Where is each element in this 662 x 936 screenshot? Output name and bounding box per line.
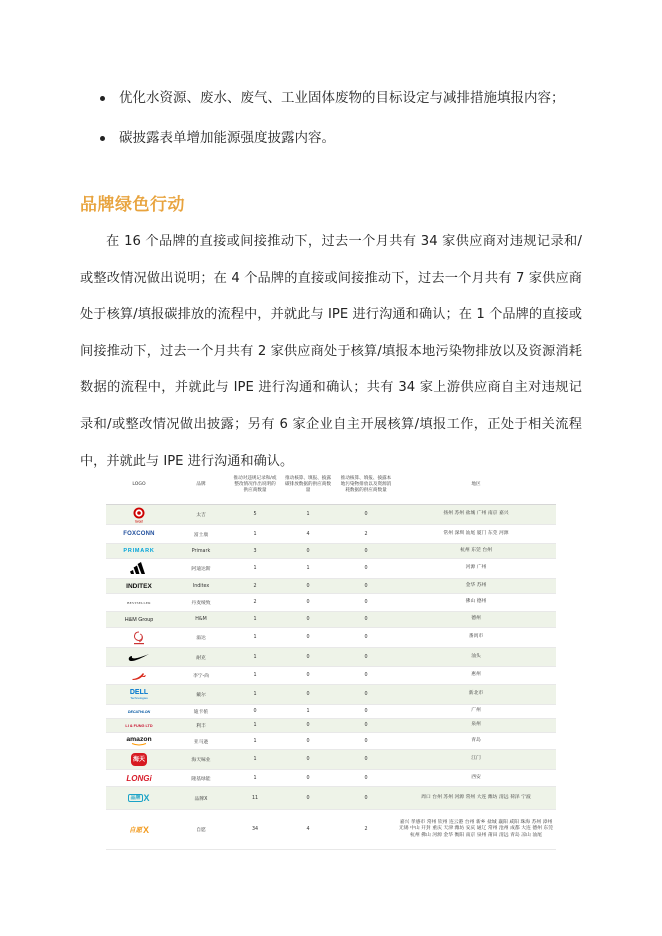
pollutant-count-cell: 0 [336,667,396,685]
table-row [106,810,556,850]
region-cell: 周口 台州 苏州 河源 常州 大连 潍坊 清远 荷泽 宁波 [396,787,556,810]
table-row [106,594,556,612]
table-row [106,628,556,648]
carbon-count-cell: 0 [280,667,336,685]
violation-count-cell: 1 [230,612,280,628]
region-cell: 扬州 苏州 盐城 广州 南京 嘉兴 [396,505,556,525]
table-row [106,719,556,733]
carbon-count-cell: 0 [280,648,336,667]
foxconn-wordmark: FOXCONN [123,531,155,537]
target-logo [108,507,170,523]
bullet-dot-icon [100,136,105,141]
haitian-badge: 海天 [131,753,147,766]
brand-cell: 李宁-尚 [172,667,230,685]
lining-logo [108,671,170,681]
pollutant-count-cell: 0 [336,750,396,770]
table-row [106,733,556,750]
table-row [106,750,556,770]
violation-count-cell: 1 [230,750,280,770]
carbon-count-cell: 0 [280,770,336,787]
brand-cell: 海天味业 [172,750,230,770]
logo-cell [106,559,172,579]
logo-cell [106,705,172,719]
brandx-logo [108,793,170,803]
logo-cell [106,719,172,733]
table-row [106,648,556,667]
brand-cell: Primark [172,544,230,559]
violation-count-cell: 1 [230,719,280,733]
region-cell: 番禺市 [396,628,556,648]
longi-logo [108,774,170,783]
logo-cell [106,810,172,850]
region-cell: 汕头 [396,648,556,667]
pollutant-count-cell: 2 [336,810,396,850]
logo-cell [106,667,172,685]
brand-cell: 溢达 [172,628,230,648]
esquel-swirl-icon [131,630,147,646]
brand-table [106,466,556,850]
pollutant-count-cell: 0 [336,685,396,705]
violation-count-cell: 1 [230,685,280,705]
region-cell: 惠州 [396,667,556,685]
brand-cell: 阿迪达斯 [172,559,230,579]
header-pollutant-count: 推动核算、填报、披露本地污染物排放以及资源消耗数据的供应商数量 [336,466,396,505]
carbon-count-cell: 1 [280,505,336,525]
region-cell: 青岛 [396,733,556,750]
violation-count-cell: 1 [230,770,280,787]
violation-count-cell: 2 [230,594,280,612]
carbon-count-cell: 0 [280,733,336,750]
pollutant-count-cell: 0 [336,648,396,667]
logo-cell [106,579,172,594]
logo-cell [106,612,172,628]
selfx-cn-mark: 自愿 [128,826,142,834]
brand-cell: 自愿 [172,810,230,850]
region-cell: 西安 [396,770,556,787]
brand-cell: 耐克 [172,648,230,667]
table-row [106,667,556,685]
logo-cell [106,787,172,810]
pollutant-count-cell: 0 [336,579,396,594]
brand-cell: 品牌X [172,787,230,810]
logo-cell [106,628,172,648]
adidas-stripes-icon [130,562,148,575]
brandx-cn-badge: 品牌 [130,795,141,801]
table-row [106,787,556,810]
pollutant-count-cell: 0 [336,594,396,612]
carbon-count-cell: 0 [280,594,336,612]
region-cell: 泉州 [396,719,556,733]
dell-logo [108,689,170,700]
pollutant-count-cell: 0 [336,770,396,787]
nike-swoosh-icon [128,653,150,662]
region-cell: 杭州 东莞 台州 [396,544,556,559]
brand-table-grid [106,466,556,850]
pollutant-count-cell: 0 [336,705,396,719]
dell-subtitle: Technologies [130,696,148,700]
logo-cell [106,525,172,544]
brand-cell: H&M [172,612,230,628]
dell-wordmark: DELL [129,689,149,696]
table-row [106,612,556,628]
brand-cell: 隆基绿能 [172,770,230,787]
logo-cell [106,594,172,612]
pollutant-count-cell: 0 [336,612,396,628]
table-row [106,579,556,594]
violation-count-cell: 1 [230,628,280,648]
brand-cell: 戴尔 [172,685,230,705]
amazon-logo [108,736,170,746]
violation-count-cell: 1 [230,559,280,579]
logo-cell [106,685,172,705]
bullet-dot-icon [100,96,105,101]
region-cell: 常州 深圳 汕尾 厦门 东莞 河源 [396,525,556,544]
violation-count-cell: 1 [230,648,280,667]
header-carbon-count: 推动核算、填报、披露碳排放数据的供应商数量 [280,466,336,505]
carbon-count-cell: 1 [280,705,336,719]
bullet-list [100,86,600,166]
section-heading: 品牌绿色行动 [80,195,185,215]
region-cell: 新北市 [396,685,556,705]
pollutant-count-cell: 0 [336,787,396,810]
brand-cell: 利丰 [172,719,230,733]
bullet-item [100,86,600,110]
hm-wordmark: H&M Group [124,616,154,623]
violation-count-cell: 34 [230,810,280,850]
table-row [106,685,556,705]
pollutant-count-cell: 0 [336,544,396,559]
body-paragraph: 在 16 个品牌的直接或间接推动下，过去一个月共有 34 家供应商对违规记录和/或整改情况做出说明；在 4 个品牌的直接或间接推动下，过去一个月共有 7 家供应商处于核算/填报碳排放的流程中，并就此与 IPE 进行沟通和确认；在 1 个品牌的直接或间接推动下，过去一个月共有 2 家供应商处于核算/填报本地污染物排放以及资源消耗数据的流程中，并就此与 IPE 进行沟通和确认；共有 34 家上游供应商自主对违规记录和/或整改情况做出披露；另有 6 家企业自主开展核算/填报工作，正处于相关流程中，并就此与 IPE 进行沟通和确认。 [80,234,582,469]
violation-count-cell: 0 [230,705,280,719]
pollutant-count-cell: 0 [336,719,396,733]
table-row [106,505,556,525]
header-violation-count: 推动对违规记录和/或整改情况作出说明的供应商数量 [230,466,280,505]
selfx-x-mark: X [142,824,149,835]
carbon-count-cell: 0 [280,544,336,559]
carbon-count-cell: 4 [280,810,336,850]
carbon-count-cell: 1 [280,559,336,579]
carbon-count-cell: 0 [280,579,336,594]
carbon-count-cell: 0 [280,685,336,705]
header-brand: 品牌 [172,466,230,505]
region-cell: 广州 [396,705,556,719]
lifung-logo [108,724,170,728]
carbon-count-cell: 0 [280,787,336,810]
region-cell: 金华 苏州 [396,579,556,594]
pollutant-count-cell: 2 [336,525,396,544]
carbon-count-cell: 0 [280,628,336,648]
bestseller-wordmark: BESTSELLER [127,600,151,605]
table-header-row [106,466,556,505]
lifung-wordmark: LI & FUNG LTD [125,723,153,728]
region-cell: 嘉兴 孝感市 常州 钦州 连云港 台州 新乡 盐城 襄阳 咸阳 珠海 苏州 漳州 无锡 中山 开封 重庆 天津 潍坊 安庆 通辽 常州 沧州 成都 大连 德州 东莞 杭州 佛山 河源 金华 衡阳 南京 泉州 莆田 清远 青岛 凉山 汕尾 [396,810,556,850]
logo-cell [106,770,172,787]
carbon-count-cell: 0 [280,719,336,733]
pollutant-count-cell: 0 [336,628,396,648]
violation-count-cell: 1 [230,525,280,544]
violation-count-cell: 5 [230,505,280,525]
decathlon-wordmark: DECATHLON [127,709,151,714]
region-cell: 佛山 德州 [396,594,556,612]
adidas-logo [108,562,170,575]
bullet-item [100,126,600,150]
logo-cell [106,750,172,770]
brand-cell: 丹麦绫致 [172,594,230,612]
logo-cell [106,544,172,559]
violation-count-cell: 1 [230,667,280,685]
lining-mark-icon [131,671,147,681]
violation-count-cell: 2 [230,579,280,594]
pollutant-count-cell: 0 [336,559,396,579]
pollutant-count-cell: 0 [336,505,396,525]
brand-cell: 富士康 [172,525,230,544]
inditex-logo [108,583,170,590]
inditex-wordmark: INDITEX [126,582,152,590]
carbon-count-cell: 0 [280,612,336,628]
target-bullseye-icon [132,507,146,523]
table-row [106,705,556,719]
foxconn-logo [108,531,170,537]
carbon-count-cell: 0 [280,750,336,770]
brand-cell: 亚马逊 [172,733,230,750]
selfx-logo [108,825,170,835]
table-row [106,525,556,544]
header-logo: LOGO [106,466,172,505]
hm-logo [108,617,170,623]
target-wordmark: target [134,519,144,523]
amazon-smile-icon [131,743,147,746]
region-cell: 江门 [396,750,556,770]
nike-logo [108,653,170,662]
brand-cell: Inditex [172,579,230,594]
carbon-count-cell: 4 [280,525,336,544]
violation-count-cell: 11 [230,787,280,810]
table-row [106,559,556,579]
haitian-logo [108,753,170,766]
logo-cell [106,505,172,525]
bestseller-logo [108,601,170,605]
brand-cell: 迪卡侬 [172,705,230,719]
esquel-logo [108,630,170,646]
region-cell: 河源 广州 [396,559,556,579]
longi-wordmark: LONGi [126,773,152,783]
pollutant-count-cell: 0 [336,733,396,750]
primark-logo [108,548,170,554]
bullet-text: 碳披露表单增加能源强度披露内容。 [119,130,335,146]
violation-count-cell: 3 [230,544,280,559]
logo-cell [106,648,172,667]
decathlon-logo [108,710,170,714]
amazon-wordmark: amazon [126,736,152,743]
brandx-x-mark: X [143,793,150,803]
brand-cell: 太吉 [172,505,230,525]
table-row [106,770,556,787]
header-region: 地区 [396,466,556,505]
violation-count-cell: 1 [230,733,280,750]
table-row [106,544,556,559]
logo-cell [106,733,172,750]
region-cell: 德州 [396,612,556,628]
bullet-text: 优化水资源、废水、废气、工业固体废物的目标设定与减排措施填报内容； [119,90,565,106]
primark-wordmark: PRIMARK [123,548,155,554]
